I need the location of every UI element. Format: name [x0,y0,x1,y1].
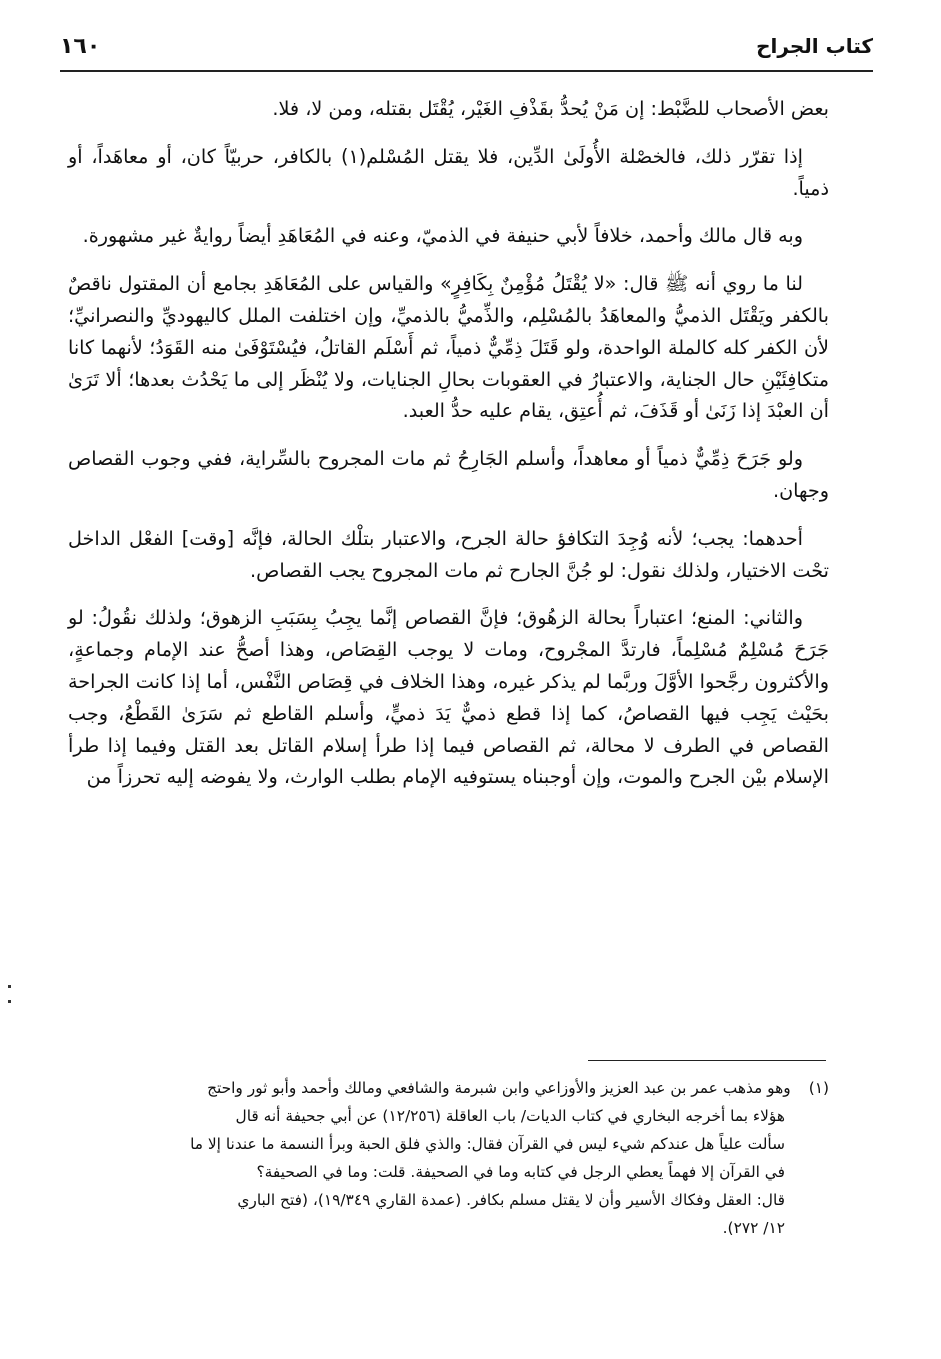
paragraph: ولو جَرَحَ ذِمِّيٌّ ذمياً أو معاهداً، وأسلم الجَارِحُ ثم مات المجروح بالسِّراية، ففي وجوب القصاص وجهان. [68,447,829,502]
footnote-text: وهو مذهب عمر بن عبد العزيز والأوزاعي وابن شبرمة والشافعي ومالك وأحمد وأبو ثور واحتج [207,1079,791,1097]
footnote-line: ١٢/ ٢٧٢). [722,1219,785,1237]
scan-speck [8,985,11,988]
footnote-line: هؤلاء بما أخرجه البخاري في كتاب الديات/ باب العاقلة (١٢/٢٥٦) عن أبي جحيفة أنه قال [235,1107,785,1125]
footnote-line: قال: العقل وفكاك الأسير وأن لا يقتل مسلم بكافر. (عمدة القاري ١٩/٣٤٩)، (فتح الباري [237,1191,785,1209]
paragraph: بعض الأصحاب للضَّبْط: إن مَنْ يُحدُّ بقَذْفِ الغَيْر، يُقْتَل بقتله، ومن لا، فلا. [272,97,829,120]
paragraph: وبه قال مالك وأحمد، خلافاً لأبي حنيفة في الذميّ، وعنه في المُعَاهَدِ أيضاً روايةٌ غير مشهورة. [82,224,803,248]
page-number: ١٦٠ [60,34,101,59]
paragraph: لنا ما روي أنه ﷺ قال: «لا يُقْتَلُ مُؤْمِنٌ بِكَافِرٍ» والقياس على المُعَاهَدِ بجامع أن المقتول ناقصٌ بالكفر ويَقْتَل الذميُّ والمعاهَدُ بالمُسْلِم، والذِّميُّ بالذميِّ، وإن اختلفت الملل كاليهوديِّ والنصرانيِّ؛ لأن الكفر كله كالملة الواحدة، ولو قَتَلَ ذِمِّيٌّ ذمياً، ثم أَسْلَم القاتلُ، فيُسْتَوْفَىٰ منه القَوَدُ؛ لأنهما كانا متكافِئَيْنِ حال الجناية، والاعتبارُ في العقوبات بحالِ الجنايات، ولا يُنْظَر إلى ما يَحْدُث بعدها؛ ألا تَرَىٰ أن العبْدَ إذا زَنَىٰ أو قَذَفَ، ثم أُعتِق، يقام عليه حدُّ العبد. [68,272,829,423]
footnote-separator [588,1060,826,1061]
footnote-line [80,1074,829,1102]
paragraph: والثاني: المنع؛ اعتباراً بحالة الزهُوق؛ فإنَّ القصاص إنَّما يجِبُ بِسَبَبِ الزهوق؛ ولذلك نقُولُ: لو جَرَحَ مُسْلِمٌ مُسْلِماً، فارتدَّ المجْروح، ومات لا يوجب القِصَاص، وهذا أصحُّ عند الإمام وجماعةٍ، والأكثرون رجَّحوا الأوَّلَ وربَّما لم يذكر غيره، وهذا الخلاف في قِصَاص النَّفْس، أما إذا كانت الجراحة بحَيْث يَجِب فيها القصاصُ، كما إذا قطع ذميٌّ يَدَ ذميٍّ، وأسلم القاطع ثم سَرَىٰ القَطْعُ، وجب القصاص في الطرف لا محالة، ثم القصاص فيما إذا طرأ إسلام القاتل بعد القتل وفيما إذا طرأ الإسلام بيْن الجرح والموت، وإن أوجبناه يستوفيه الإمام بطلب الوارث، ولا يفوضه إليه تحرزاً من [68,606,829,789]
footnote-line: في القرآن إلا فهماً يعطي الرجل في كتابه وما في الصحيفة. قلت: وما في الصحيفة؟ [256,1163,785,1181]
running-title: كتاب الجراح [756,34,873,58]
scan-speck [8,1000,11,1003]
page-header [60,30,873,72]
footnote-marker: (١) [808,1079,829,1097]
paragraph: أحدهما: يجب؛ لأنه وُجِدَ التكافؤ حالة الجرح، والاعتبار بتلْك الحالة، فإنَّه [وقت] الفعْل الداخل تحْت الاختيار، ولذلك نقول: لو جُنَّ الجارح ثم مات المجروح يجب القصاص. [68,526,829,582]
main-text [68,93,829,809]
footnote-line: سألت علياً هل عندكم شيء ليس في القرآن فقال: والذي فلق الحبة وبرأ النسمة ما عندنا إلا ما [190,1135,785,1153]
paragraph: إذا تقرّر ذلك، فالخصْلة الأُولَىٰ الدِّين، فلا يقتل المُسْلم(١) بالكافر، حربيّاً كان، أو معاهَداً، أو ذمياً. [68,144,829,200]
footnotes [80,1074,829,1242]
